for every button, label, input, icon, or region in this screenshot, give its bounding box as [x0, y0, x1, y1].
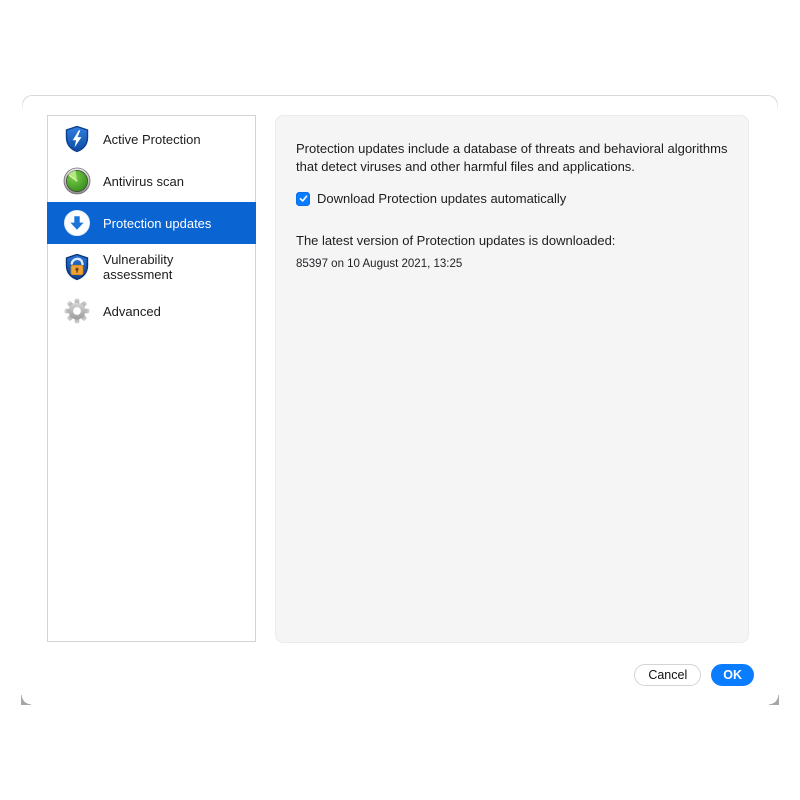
download-circle-icon — [62, 208, 92, 238]
checkbox-label: Download Protection updates automatically — [317, 191, 567, 206]
sidebar-item-active-protection[interactable] — [48, 118, 255, 160]
gear-icon — [62, 296, 92, 326]
window-corner-bottom-right — [769, 695, 779, 705]
window-top-border — [22, 95, 778, 109]
latest-version-text: The latest version of Protection updates is downloaded: — [296, 233, 616, 248]
preferences-dialog — [22, 95, 778, 704]
sidebar-item-label: Vulnerability assessment — [103, 252, 174, 282]
settings-sidebar — [47, 115, 256, 642]
auto-download-checkbox-row[interactable] — [296, 191, 728, 206]
checkmark-icon — [298, 193, 309, 204]
sidebar-item-label: Antivirus scan — [103, 173, 184, 189]
ok-button[interactable]: OK — [711, 664, 754, 686]
window-corner-bottom-left — [21, 695, 31, 705]
panel-description: Protection updates include a database of threats and behavioral algorithms that detect viruses and other harmful files and applications. — [296, 141, 728, 174]
shield-lock-icon — [62, 252, 92, 282]
checkbox-checked[interactable] — [296, 192, 310, 206]
radar-scan-icon — [62, 166, 92, 196]
shield-bolt-icon — [62, 124, 92, 154]
sidebar-item-antivirus-scan[interactable] — [48, 160, 255, 202]
sidebar-item-vulnerability-assessment[interactable] — [48, 244, 255, 290]
dialog-footer — [634, 664, 754, 686]
protection-updates-panel — [275, 115, 749, 643]
sidebar-item-label: Active Protection — [103, 131, 201, 147]
sidebar-item-label: Protection updates — [103, 215, 212, 231]
sidebar-item-protection-updates[interactable] — [47, 202, 256, 244]
sidebar-item-advanced[interactable] — [48, 290, 255, 332]
version-detail: 85397 on 10 August 2021, 13:25 — [296, 258, 463, 270]
cancel-button[interactable]: Cancel — [634, 664, 701, 686]
sidebar-item-label: Advanced — [103, 303, 161, 319]
